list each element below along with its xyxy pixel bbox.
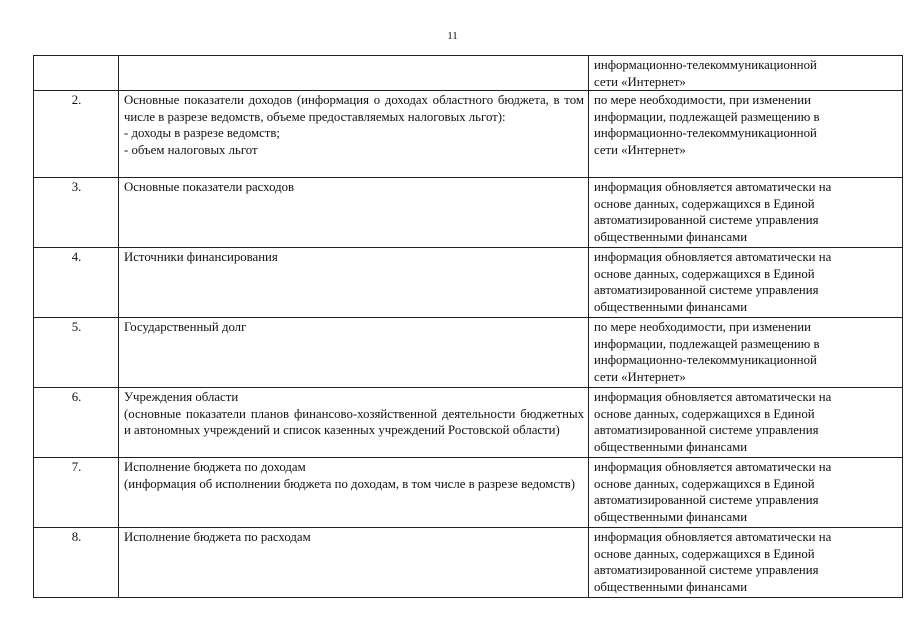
note-line: сети «Интернет» <box>594 142 686 157</box>
table-row <box>34 528 903 598</box>
table-row <box>34 458 903 528</box>
note-line: основе данных, содержащихся в Единой <box>594 476 815 491</box>
row-name-cell <box>119 458 589 528</box>
note-line: информация обновляется автоматически на <box>594 180 832 195</box>
row-number-cell: 6. <box>34 388 119 458</box>
name-paragraph: Основные показатели доходов (информация о доходах областного бюджета, в том числе в разрезе ведомств, объеме предоставляемых налоговых льгот): <box>124 93 584 124</box>
name-paragraph: Исполнение бюджета по расходам <box>124 530 311 545</box>
note-line: общественными финансами <box>594 229 748 244</box>
name-paragraph: Основные показатели расходов <box>124 180 295 195</box>
note-line: информации, подлежащей размещению в <box>594 109 820 124</box>
row-name-cell <box>119 178 589 248</box>
note-line: автоматизированной системе управления <box>594 563 819 578</box>
note-line: информация обновляется автоматически на <box>594 530 832 545</box>
note-line: общественными финансами <box>594 299 748 314</box>
row-note-cell <box>589 458 903 528</box>
note-line: основе данных, содержащихся в Единой <box>594 196 815 211</box>
row-name-cell <box>119 318 589 388</box>
note-line: по мере необходимости, при изменении <box>594 93 811 108</box>
row-note-cell <box>589 56 903 91</box>
note-line: основе данных, содержащихся в Единой <box>594 406 815 421</box>
table-row <box>34 178 903 248</box>
row-note-cell <box>589 178 903 248</box>
name-paragraph: - доходы в разрезе ведомств; <box>124 126 280 141</box>
note-line: информационно-телекоммуникационной <box>594 353 817 368</box>
note-line: основе данных, содержащихся в Единой <box>594 266 815 281</box>
table-row <box>34 56 903 91</box>
note-line: общественными финансами <box>594 439 748 454</box>
table-row <box>34 91 903 178</box>
table-row <box>34 248 903 318</box>
note-line: информация обновляется автоматически на <box>594 460 832 475</box>
row-number-cell: 5. <box>34 318 119 388</box>
row-note-cell <box>589 388 903 458</box>
name-paragraph: (основные показатели планов финансово-хозяйственной деятельности бюджетных и автономных учреждений и список казенных учреждений Ростовской области) <box>124 406 584 438</box>
table-row <box>34 388 903 458</box>
row-number-cell: 7. <box>34 458 119 528</box>
document-table <box>33 55 903 598</box>
note-line: автоматизированной системе управления <box>594 213 819 228</box>
table-row <box>34 318 903 388</box>
note-line: информационно-телекоммуникационной <box>594 58 817 72</box>
note-line: общественными финансами <box>594 579 748 594</box>
row-note-cell <box>589 248 903 318</box>
row-name-cell <box>119 56 589 91</box>
row-note-cell <box>589 318 903 388</box>
row-number-cell: 8. <box>34 528 119 598</box>
row-note-cell <box>589 91 903 178</box>
note-line: информация обновляется автоматически на <box>594 250 832 265</box>
name-paragraph: Государственный долг <box>124 320 247 335</box>
note-line: общественными финансами <box>594 509 748 524</box>
note-line: по мере необходимости, при изменении <box>594 320 811 335</box>
row-note-cell <box>589 528 903 598</box>
name-paragraph: Источники финансирования <box>124 250 278 265</box>
row-number-cell <box>34 56 119 91</box>
row-number-cell: 4. <box>34 248 119 318</box>
row-name-cell <box>119 528 589 598</box>
name-paragraph: (информация об исполнении бюджета по доходам, в том числе в разрезе ведомств) <box>124 476 575 491</box>
note-line: информации, подлежащей размещению в <box>594 336 820 351</box>
name-paragraph: Исполнение бюджета по доходам <box>124 460 306 475</box>
note-line: информация обновляется автоматически на <box>594 390 832 405</box>
note-line: автоматизированной системе управления <box>594 283 819 298</box>
note-line: автоматизированной системе управления <box>594 493 819 508</box>
table-body <box>34 56 903 598</box>
page-number: 11 <box>447 30 458 42</box>
note-line: автоматизированной системе управления <box>594 423 819 438</box>
note-line: сети «Интернет» <box>594 74 686 89</box>
row-name-cell <box>119 91 589 178</box>
name-paragraph: - объем налоговых льгот <box>124 142 258 157</box>
row-number-cell: 2. <box>34 91 119 178</box>
row-number-cell: 3. <box>34 178 119 248</box>
row-name-cell <box>119 388 589 458</box>
row-name-cell <box>119 248 589 318</box>
name-paragraph: Учреждения области <box>124 390 239 405</box>
note-line: основе данных, содержащихся в Единой <box>594 546 815 561</box>
note-line: информационно-телекоммуникационной <box>594 126 817 141</box>
note-line: сети «Интернет» <box>594 369 686 384</box>
